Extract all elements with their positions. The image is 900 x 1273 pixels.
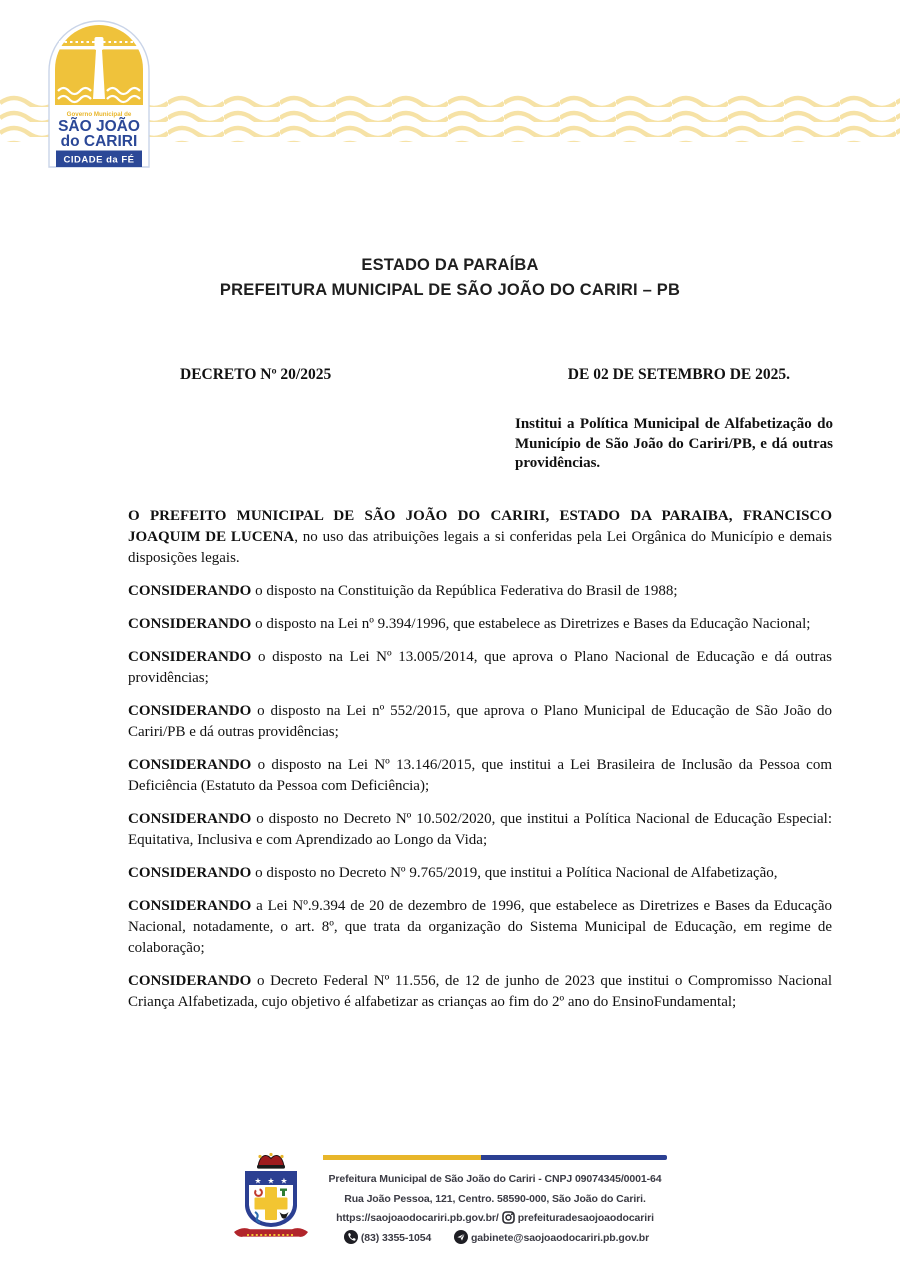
- footer-contact-block: [321, 1150, 669, 1248]
- considerando-paragraph: CONSIDERANDO o disposto na Constituição da República Federativa do Brasil de 1988;: [128, 583, 678, 599]
- considerando-paragraph: CONSIDERANDO o disposto no Decreto Nº 10.502/2020, que institui a Política Nacional de Educação Especial: Equitativa, Inclusiva e com Aprendizado ao Longo da Vida;: [128, 811, 832, 848]
- footer-email: gabinete@saojoaodocariri.pb.gov.br: [470, 1231, 650, 1244]
- preamble-bold: O PREFEITO MUNICIPAL DE SÃO JOÃO DO CARIRI, ESTADO DA PARAIBA, FRANCISCO JOAQUIM DE LUCENA: [128, 508, 832, 545]
- heading-municipality-line: PREFEITURA MUNICIPAL DE SÃO JOÃO DO CARIRI – PB: [219, 281, 681, 299]
- footer-web-row: [321, 1209, 669, 1229]
- preamble-rest: , no uso das atribuições legais a si conferidas pela Lei Orgânica do Município e demais disposições legais.: [128, 529, 832, 566]
- heading-state-line: ESTADO DA PARAÍBA: [361, 256, 539, 274]
- page-footer: [0, 1150, 900, 1250]
- svg-text:★: ★: [267, 1176, 275, 1186]
- decree-body: [128, 506, 832, 1025]
- considerando-paragraph: CONSIDERANDO o disposto no Decreto Nº 9.765/2019, que institui a Política Nacional de Alfabetização,: [128, 865, 778, 881]
- logo-motto-text: CIDADE da FÉ: [63, 154, 135, 166]
- instagram-icon: [502, 1211, 515, 1224]
- phone-icon: [344, 1230, 358, 1244]
- send-icon: [454, 1230, 468, 1244]
- logo-name-line1: SÃO JOÃO: [58, 118, 140, 135]
- footer-website: https://saojoaodocariri.pb.gov.br/: [336, 1212, 499, 1224]
- coat-of-arms-icon: [231, 1150, 311, 1250]
- footer-bar-blue-segment: [481, 1155, 667, 1160]
- decree-ementa: Institui a Política Municipal de Alfabetização do Município de São João do Cariri/PB, e dá outras providências.: [515, 416, 833, 471]
- footer-bar-yellow-segment: [323, 1155, 481, 1160]
- considerando-paragraph: CONSIDERANDO o disposto na Lei Nº 13.146/2015, que institui a Lei Brasileira de Inclusão da Pessoa com Deficiência (Estatuto da Pessoa com Deficiência);: [128, 757, 832, 794]
- considerando-paragraph: CONSIDERANDO o disposto na Lei nº 552/2015, que aprova o Plano Municipal de Educação de São João do Cariri/PB e dá outras providências;: [128, 703, 832, 740]
- preamble-paragraph: [128, 506, 832, 569]
- municipal-logo: [47, 17, 151, 169]
- footer-org-cnpj: Prefeitura Municipal de São João do Cariri - CNPJ 09074345/0001-64: [328, 1173, 662, 1185]
- decree-header-row: [180, 366, 790, 384]
- footer-accent-bar: [323, 1155, 667, 1160]
- svg-text:★: ★: [280, 1176, 288, 1186]
- decree-date: DE 02 DE SETEMBRO DE 2025.: [567, 366, 790, 383]
- considerando-paragraph: CONSIDERANDO o disposto na Lei Nº 13.005/2014, que aprova o Plano Nacional de Educação e dá outras providências;: [128, 649, 832, 686]
- footer-address: Rua João Pessoa, 121, Centro. 58590-000, São João do Cariri.: [344, 1192, 646, 1205]
- footer-phone-email-row: [321, 1229, 669, 1249]
- considerando-paragraph: CONSIDERANDO a Lei Nº.9.394 de 20 de dezembro de 1996, que estabelece as Diretrizes e Bases da Educação Nacional, notadamente, o art. 8º, que trata da organização do Sistema Municipal de Educação, em regime de colaboração;: [128, 898, 832, 956]
- logo-name-line2: do CARIRI: [60, 133, 138, 150]
- logo-small-text: Governo Municipal de: [66, 111, 132, 118]
- logo-tower-icon: [95, 37, 104, 50]
- svg-text:★: ★: [254, 1176, 262, 1186]
- document-heading: [0, 253, 900, 303]
- logo-arch-graphic: [47, 17, 151, 169]
- footer-instagram-handle: prefeituradesaojoaodocariri: [517, 1212, 654, 1224]
- considerando-paragraph: CONSIDERANDO o Decreto Federal Nº 11.556, de 12 de junho de 2023 que institui o Compromisso Nacional Criança Alfabetizada, cujo objetivo é alfabetizar as crianças ao fim do 2º ano do EnsinoFundamental;: [128, 973, 832, 1010]
- considerando-paragraph: CONSIDERANDO o disposto na Lei nº 9.394/1996, que estabelece as Diretrizes e Bases da Educação Nacional;: [128, 616, 811, 632]
- decree-number: DECRETO Nº 20/2025: [180, 366, 332, 383]
- footer-phone: (83) 3355-1054: [360, 1231, 432, 1244]
